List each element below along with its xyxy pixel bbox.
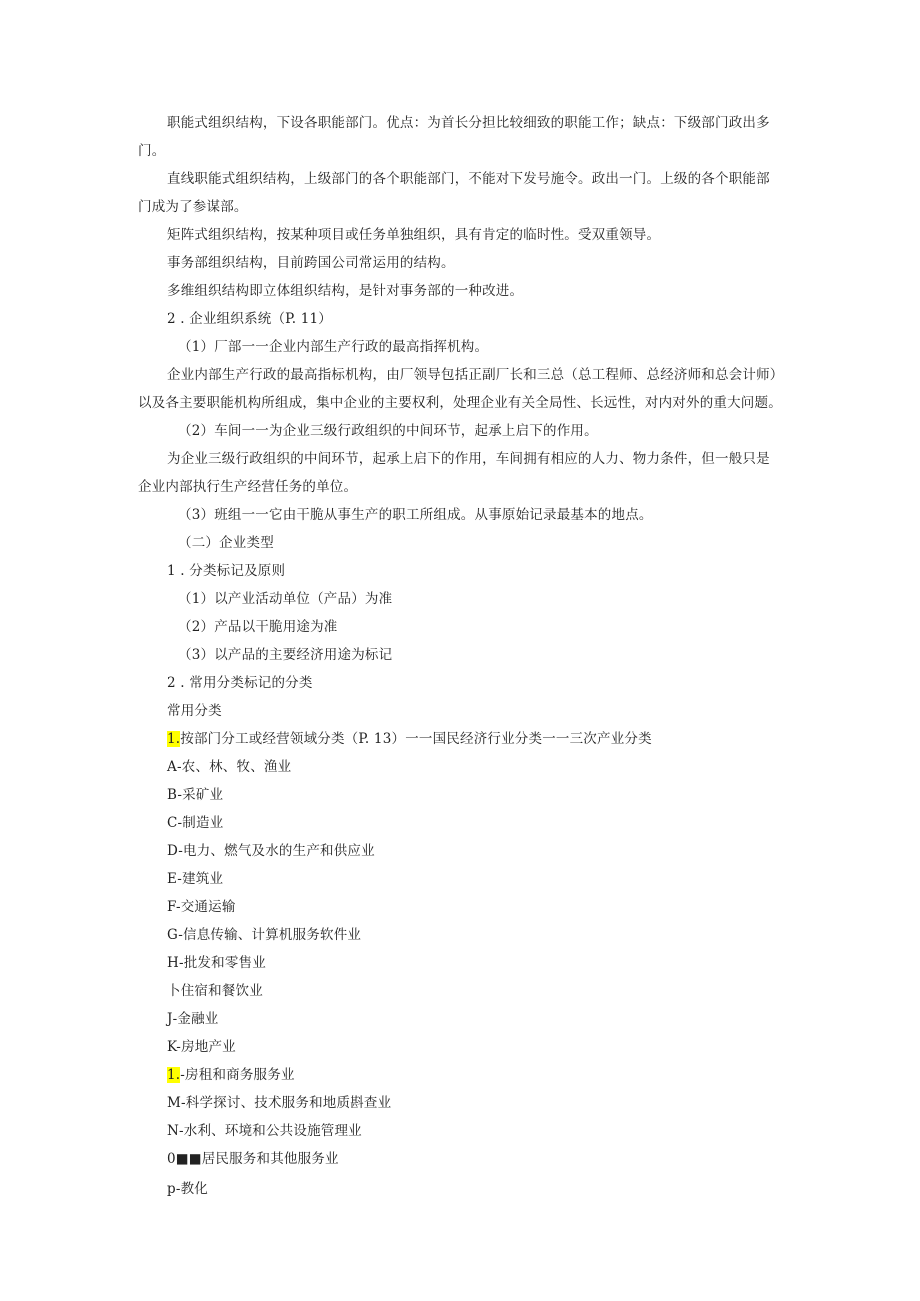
paragraph-line: 多维组织结构即立体组织结构，是针对事务部的一种改进。 (167, 283, 524, 299)
list-item: E-建筑业 (167, 871, 224, 887)
list-item: M-科学探讨、技术服务和地质斟查业 (167, 1095, 392, 1111)
list-item (167, 730, 827, 748)
list-item: （1）以产业活动单位（产品）为准 (178, 591, 393, 607)
paragraph-line: 为企业三级行政组织的中间环节，起承上启下的作用，车间拥有相应的人力、物力条件，但一般只是 (167, 451, 770, 467)
paragraph-line: 企业内部生产行政的最高指标机构，由厂领导包括正副厂长和三总（总工程师、总经济师和总会计师） (167, 367, 784, 383)
list-item: p-教化 (167, 1181, 209, 1197)
list-item: H-批发和零售业 (167, 955, 266, 971)
highlighted-number: 1. (167, 1067, 181, 1083)
section-heading: 2 . 企业组织系统（P. 11） (167, 311, 332, 327)
list-item: D-电力、燃气及水的生产和供应业 (167, 843, 375, 859)
list-item: N-水利、环境和公共设施管理业 (167, 1123, 362, 1139)
list-item: F-交通运输 (167, 899, 236, 915)
paragraph-line: 常用分类 (167, 703, 222, 719)
paragraph-line: 职能式组织结构，下设各职能部门。优点：为首长分担比较细致的职能工作；缺点：下级部门政出多 (167, 115, 770, 131)
list-item: 0■■居民服务和其他服务业 (167, 1151, 339, 1167)
list-item: G-信息传输、计算机服务软件业 (167, 927, 362, 943)
list-item: （1）厂部一一企业内部生产行政的最高指挥机构。 (178, 339, 489, 355)
paragraph-line: 矩阵式组织结构，按某种项目或任务单独组织，具有肯定的临时性。受双重领导。 (167, 227, 661, 243)
list-item: （3）班组一一它由干脆从事生产的职工所组成。从事原始记录最基本的地点。 (178, 507, 653, 523)
list-item: C-制造业 (167, 815, 224, 831)
section-heading: 1 . 分类标记及原则 (167, 563, 286, 579)
paragraph-line: 门成为了参谋部。 (138, 199, 248, 215)
paragraph-line: 企业内部执行生产经营任务的单位。 (138, 479, 358, 495)
list-item: A-农、林、牧、渔业 (167, 759, 292, 775)
section-heading: （二）企业类型 (178, 535, 274, 551)
list-item (167, 1066, 827, 1084)
list-item: J-金融业 (167, 1011, 219, 1027)
list-item: （2）车间一一为企业三级行政组织的中间环节，起承上启下的作用。 (178, 423, 598, 439)
paragraph-line: 事务部组织结构，目前跨国公司常运用的结构。 (167, 255, 455, 271)
section-heading: 2 . 常用分类标记的分类 (167, 675, 313, 691)
paragraph-line: 直线职能式组织结构，上级部门的各个职能部门，不能对下发号施令。政出一门。上级的各个职能部 (167, 171, 770, 187)
paragraph-line: 以及各主要职能机构所组成，集中企业的主要权利，处理企业有关全局性、长远性，对内对外的重大问题。 (138, 395, 782, 411)
list-item-text: -房租和商务服务业 (180, 1067, 295, 1083)
list-item-text: 按部门分工或经营领域分类（P. 13）一一国民经济行业分类一一三次产业分类 (180, 731, 652, 747)
list-item: （2）产品以干脆用途为准 (178, 619, 338, 635)
list-item: K-房地产业 (167, 1039, 236, 1055)
highlighted-number: 1. (167, 731, 181, 747)
list-item: B-采矿业 (167, 787, 224, 803)
paragraph-line: 门。 (138, 143, 166, 159)
list-item: 卜住宿和餐饮业 (167, 983, 263, 999)
list-item: （3）以产品的主要经济用途为标记 (178, 647, 393, 663)
